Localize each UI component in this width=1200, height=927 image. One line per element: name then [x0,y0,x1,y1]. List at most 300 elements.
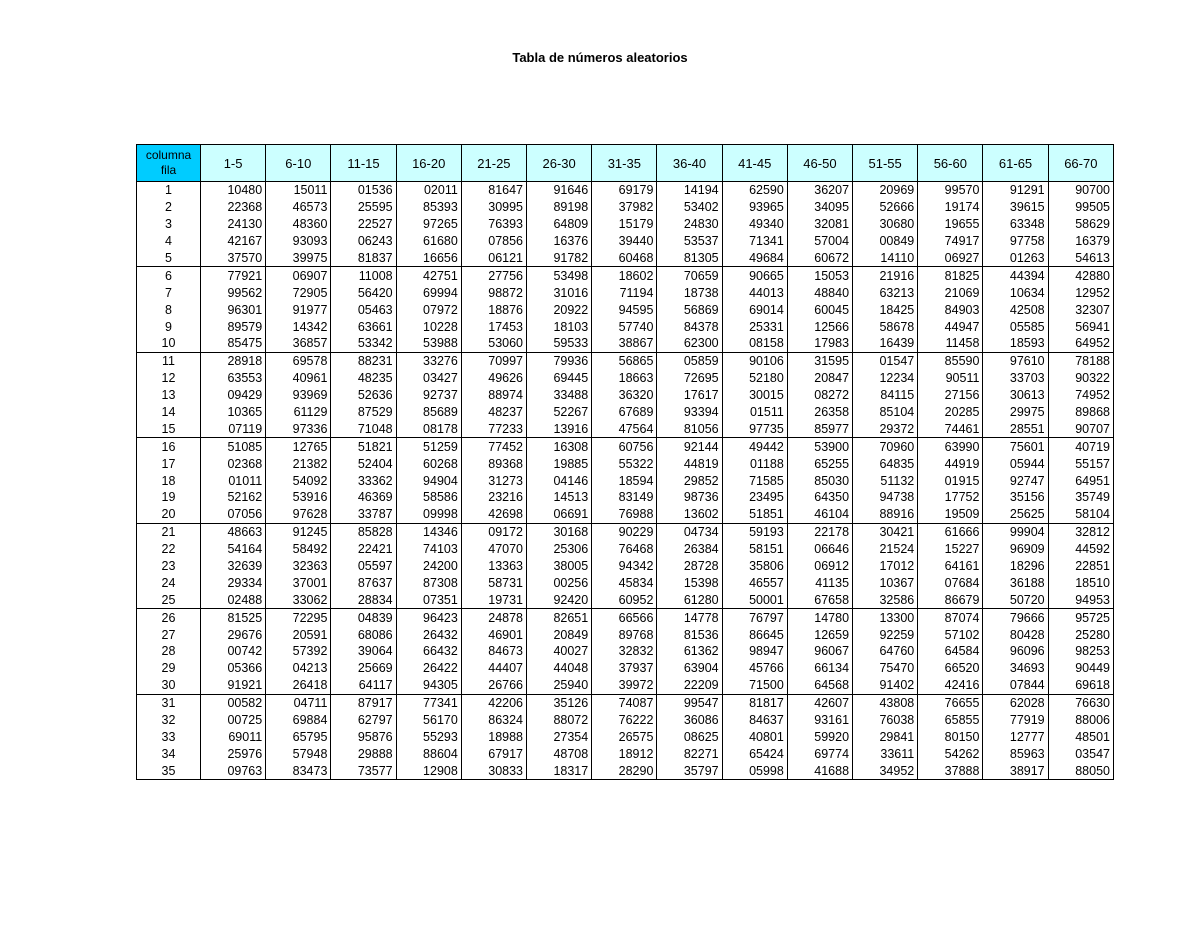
table-cell: 20591 [266,626,331,643]
table-cell: 20969 [853,182,918,199]
table-cell: 91291 [983,182,1048,199]
table-cell: 93093 [266,233,331,250]
table-cell: 21382 [266,455,331,472]
table-cell: 42880 [1048,267,1113,284]
table-cell: 18663 [592,370,657,387]
row-label: 35 [137,762,201,779]
corner-label-columna: columna [145,148,192,162]
table-cell: 64951 [1048,472,1113,489]
table-cell: 13916 [527,420,592,437]
table-cell: 36188 [983,574,1048,591]
table-cell: 81056 [657,420,722,437]
table-cell: 27354 [527,729,592,746]
table-cell: 96909 [983,541,1048,558]
table-cell: 48360 [266,216,331,233]
table-cell: 23216 [461,489,526,506]
table-row [137,489,1114,506]
column-header: 16-20 [396,145,461,182]
table-cell: 10367 [853,574,918,591]
table-cell: 05859 [657,352,722,369]
table-cell: 30613 [983,387,1048,404]
table-cell: 62300 [657,335,722,352]
table-cell: 31273 [461,472,526,489]
table-cell: 63553 [201,370,266,387]
table-cell: 85030 [787,472,852,489]
table-cell: 18594 [592,472,657,489]
table-cell: 89368 [461,455,526,472]
table-cell: 08625 [657,729,722,746]
table-cell: 44013 [722,284,787,301]
table-cell: 72695 [657,370,722,387]
table-cell: 53537 [657,233,722,250]
table-cell: 86324 [461,712,526,729]
table-cell: 64117 [331,677,396,694]
table-cell: 61362 [657,643,722,660]
table-row [137,729,1114,746]
table-cell: 31016 [527,284,592,301]
table-cell: 48663 [201,523,266,540]
table-cell: 54092 [266,472,331,489]
table-cell: 11458 [918,335,983,352]
table-cell: 00725 [201,712,266,729]
table-cell: 65795 [266,729,331,746]
table-cell: 61280 [657,591,722,608]
table-cell: 12234 [853,370,918,387]
table-cell: 07351 [396,591,461,608]
table-cell: 94305 [396,677,461,694]
table-cell: 63213 [853,284,918,301]
table-cell: 25940 [527,677,592,694]
table-cell: 29841 [853,729,918,746]
row-label: 28 [137,643,201,660]
table-cell: 58104 [1048,506,1113,523]
table-cell: 19655 [918,216,983,233]
table-cell: 86679 [918,591,983,608]
table-cell: 42206 [461,694,526,711]
table-cell: 16308 [527,438,592,455]
table-cell: 40027 [527,643,592,660]
table-cell: 52666 [853,199,918,216]
column-header: 41-45 [722,145,787,182]
table-row [137,301,1114,318]
table-cell: 05463 [331,301,396,318]
table-cell: 52267 [527,404,592,421]
table-cell: 14780 [787,609,852,626]
row-label: 1 [137,182,201,199]
column-header: 1-5 [201,145,266,182]
table-cell: 44592 [1048,541,1113,558]
table-cell: 76988 [592,506,657,523]
table-cell: 64809 [527,216,592,233]
table-cell: 65424 [722,745,787,762]
table-cell: 70659 [657,267,722,284]
table-cell: 91977 [266,301,331,318]
row-label: 26 [137,609,201,626]
row-label: 5 [137,250,201,267]
table-cell: 64350 [787,489,852,506]
table-cell: 09763 [201,762,266,779]
row-label: 21 [137,523,201,540]
table-cell: 01915 [918,472,983,489]
row-label: 13 [137,387,201,404]
table-cell: 73577 [331,762,396,779]
table-cell: 90449 [1048,660,1113,677]
table-cell: 69578 [266,352,331,369]
table-cell: 94953 [1048,591,1113,608]
table-cell: 33488 [527,387,592,404]
table-cell: 18738 [657,284,722,301]
column-header: 61-65 [983,145,1048,182]
table-cell: 00582 [201,694,266,711]
table-cell: 87074 [918,609,983,626]
table-cell: 54613 [1048,250,1113,267]
table-cell: 32363 [266,558,331,575]
table-cell: 72905 [266,284,331,301]
table-cell: 76630 [1048,694,1113,711]
table-cell: 06691 [527,506,592,523]
table-cell: 26432 [396,626,461,643]
table-cell: 22851 [1048,558,1113,575]
table-cell: 63661 [331,318,396,335]
table-cell: 12952 [1048,284,1113,301]
table-cell: 57392 [266,643,331,660]
row-label: 19 [137,489,201,506]
table-cell: 28551 [983,420,1048,437]
table-cell: 39975 [266,250,331,267]
table-cell: 81837 [331,250,396,267]
table-cell: 18510 [1048,574,1113,591]
table-row [137,541,1114,558]
table-cell: 55157 [1048,455,1113,472]
table-cell: 53988 [396,335,461,352]
table-cell: 35156 [983,489,1048,506]
table-cell: 25625 [983,506,1048,523]
table-cell: 59193 [722,523,787,540]
table-cell: 74103 [396,541,461,558]
table-cell: 53498 [527,267,592,284]
table-cell: 08272 [787,387,852,404]
table-cell: 97628 [266,506,331,523]
table-cell: 69994 [396,284,461,301]
table-cell: 96067 [787,643,852,660]
table-cell: 84378 [657,318,722,335]
table-cell: 39615 [983,199,1048,216]
table-cell: 24130 [201,216,266,233]
row-label: 9 [137,318,201,335]
table-cell: 70960 [853,438,918,455]
table-cell: 87637 [331,574,396,591]
table-cell: 57102 [918,626,983,643]
table-cell: 00849 [853,233,918,250]
table-cell: 77921 [201,267,266,284]
row-label: 11 [137,352,201,369]
table-cell: 48708 [527,745,592,762]
table-cell: 01263 [983,250,1048,267]
table-cell: 18876 [461,301,526,318]
table-cell: 33787 [331,506,396,523]
row-label: 14 [137,404,201,421]
table-cell: 11008 [331,267,396,284]
column-header: 51-55 [853,145,918,182]
table-cell: 97610 [983,352,1048,369]
table-cell: 46557 [722,574,787,591]
table-cell: 60268 [396,455,461,472]
table-cell: 81817 [722,694,787,711]
table-cell: 46369 [331,489,396,506]
table-row [137,745,1114,762]
table-cell: 58492 [266,541,331,558]
table-cell: 26384 [657,541,722,558]
table-cell: 20285 [918,404,983,421]
table-cell: 74087 [592,694,657,711]
table-cell: 94738 [853,489,918,506]
table-cell: 28290 [592,762,657,779]
table-cell: 76797 [722,609,787,626]
table-cell: 18296 [983,558,1048,575]
table-cell: 34952 [853,762,918,779]
table-row [137,643,1114,660]
table-cell: 74952 [1048,387,1113,404]
table-cell: 76468 [592,541,657,558]
table-cell: 69179 [592,182,657,199]
column-header: 11-15 [331,145,396,182]
row-label: 4 [137,233,201,250]
table-cell: 81825 [918,267,983,284]
table-cell: 33611 [853,745,918,762]
table-cell: 15011 [266,182,331,199]
row-label: 16 [137,438,201,455]
table-cell: 99904 [983,523,1048,540]
table-cell: 66520 [918,660,983,677]
table-row [137,574,1114,591]
table-row [137,352,1114,369]
table-cell: 34693 [983,660,1048,677]
table-cell: 30168 [527,523,592,540]
table-cell: 97265 [396,216,461,233]
table-cell: 44919 [918,455,983,472]
table-cell: 93161 [787,712,852,729]
row-label: 3 [137,216,201,233]
table-cell: 33362 [331,472,396,489]
table-cell: 64760 [853,643,918,660]
table-cell: 30995 [461,199,526,216]
table-cell: 04213 [266,660,331,677]
table-row [137,284,1114,301]
table-cell: 56420 [331,284,396,301]
table-cell: 99562 [201,284,266,301]
column-header: 26-30 [527,145,592,182]
table-cell: 38867 [592,335,657,352]
table-cell: 38917 [983,762,1048,779]
table-cell: 85104 [853,404,918,421]
row-label: 25 [137,591,201,608]
table-cell: 18317 [527,762,592,779]
table-cell: 52162 [201,489,266,506]
table-cell: 13602 [657,506,722,523]
table-cell: 06243 [331,233,396,250]
table-cell: 54164 [201,541,266,558]
table-cell: 14513 [527,489,592,506]
table-cell: 56170 [396,712,461,729]
table-cell: 19731 [461,591,526,608]
table-cell: 87529 [331,404,396,421]
table-cell: 10365 [201,404,266,421]
table-cell: 99570 [918,182,983,199]
table-cell: 17617 [657,387,722,404]
table-cell: 60952 [592,591,657,608]
table-cell: 29676 [201,626,266,643]
table-cell: 29334 [201,574,266,591]
table-cell: 24200 [396,558,461,575]
table-cell: 71585 [722,472,787,489]
table-cell: 36207 [787,182,852,199]
table-cell: 12908 [396,762,461,779]
table-cell: 90322 [1048,370,1113,387]
table-cell: 92259 [853,626,918,643]
table-cell: 97758 [983,233,1048,250]
table-cell: 16379 [1048,233,1113,250]
table-cell: 95725 [1048,609,1113,626]
table-cell: 99505 [1048,199,1113,216]
table-cell: 76393 [461,216,526,233]
table-cell: 18425 [853,301,918,318]
table-cell: 59920 [787,729,852,746]
table-row [137,591,1114,608]
table-cell: 44394 [983,267,1048,284]
table-cell: 36857 [266,335,331,352]
table-row [137,387,1114,404]
table-row [137,609,1114,626]
table-cell: 53900 [787,438,852,455]
table-cell: 77341 [396,694,461,711]
table-cell: 25595 [331,199,396,216]
table-row [137,438,1114,455]
table-cell: 26575 [592,729,657,746]
table-cell: 89868 [1048,404,1113,421]
table-cell: 32081 [787,216,852,233]
table-cell: 00256 [527,574,592,591]
table-cell: 75601 [983,438,1048,455]
row-label: 33 [137,729,201,746]
row-label: 22 [137,541,201,558]
table-cell: 26766 [461,677,526,694]
table-cell: 51085 [201,438,266,455]
table-cell: 26358 [787,404,852,421]
row-label: 31 [137,694,201,711]
table-row [137,267,1114,284]
table-cell: 84637 [722,712,787,729]
table-cell: 96423 [396,609,461,626]
table-cell: 17983 [787,335,852,352]
table-cell: 53402 [657,199,722,216]
table-cell: 12659 [787,626,852,643]
table-cell: 07856 [461,233,526,250]
table-row [137,677,1114,694]
table-cell: 91646 [527,182,592,199]
table-cell: 56865 [592,352,657,369]
table-cell: 12566 [787,318,852,335]
table-cell: 24830 [657,216,722,233]
row-label: 23 [137,558,201,575]
table-cell: 51821 [331,438,396,455]
table-cell: 55293 [396,729,461,746]
table-cell: 66432 [396,643,461,660]
table-cell: 33062 [266,591,331,608]
table-cell: 13300 [853,609,918,626]
table-cell: 04146 [527,472,592,489]
table-cell: 88231 [331,352,396,369]
table-cell: 83473 [266,762,331,779]
table-cell: 87917 [331,694,396,711]
table-cell: 88974 [461,387,526,404]
table-cell: 25669 [331,660,396,677]
table-cell: 78188 [1048,352,1113,369]
corner-header-cell [137,145,201,182]
table-body [137,182,1114,780]
table-row [137,472,1114,489]
table-cell: 39440 [592,233,657,250]
table-cell: 02011 [396,182,461,199]
table-cell: 85963 [983,745,1048,762]
row-label: 2 [137,199,201,216]
table-cell: 45834 [592,574,657,591]
table-cell: 51259 [396,438,461,455]
table-cell: 65255 [787,455,852,472]
table-cell: 41688 [787,762,852,779]
table-cell: 95876 [331,729,396,746]
table-cell: 32586 [853,591,918,608]
table-row [137,370,1114,387]
column-header: 6-10 [266,145,331,182]
table-cell: 42751 [396,267,461,284]
table-cell: 27156 [918,387,983,404]
table-cell: 16376 [527,233,592,250]
table-cell: 36086 [657,712,722,729]
table-cell: 14194 [657,182,722,199]
table-cell: 77452 [461,438,526,455]
table-cell: 89198 [527,199,592,216]
table-cell: 77919 [983,712,1048,729]
table-cell: 16656 [396,250,461,267]
table-cell: 12765 [266,438,331,455]
table-cell: 05944 [983,455,1048,472]
table-cell: 29852 [657,472,722,489]
table-cell: 69011 [201,729,266,746]
table-row [137,694,1114,711]
table-cell: 35797 [657,762,722,779]
table-cell: 20847 [787,370,852,387]
table-cell: 64568 [787,677,852,694]
table-cell: 40719 [1048,438,1113,455]
table-cell: 10228 [396,318,461,335]
table-cell: 52636 [331,387,396,404]
table-cell: 79936 [527,352,592,369]
row-label: 34 [137,745,201,762]
table-cell: 55322 [592,455,657,472]
table-cell: 16439 [853,335,918,352]
table-cell: 06907 [266,267,331,284]
table-cell: 71048 [331,420,396,437]
table-cell: 43808 [853,694,918,711]
table-cell: 33276 [396,352,461,369]
table-cell: 80150 [918,729,983,746]
table-cell: 91245 [266,523,331,540]
table-cell: 03547 [1048,745,1113,762]
table-cell: 79666 [983,609,1048,626]
table-cell: 50001 [722,591,787,608]
table-cell: 56869 [657,301,722,318]
table-cell: 15398 [657,574,722,591]
